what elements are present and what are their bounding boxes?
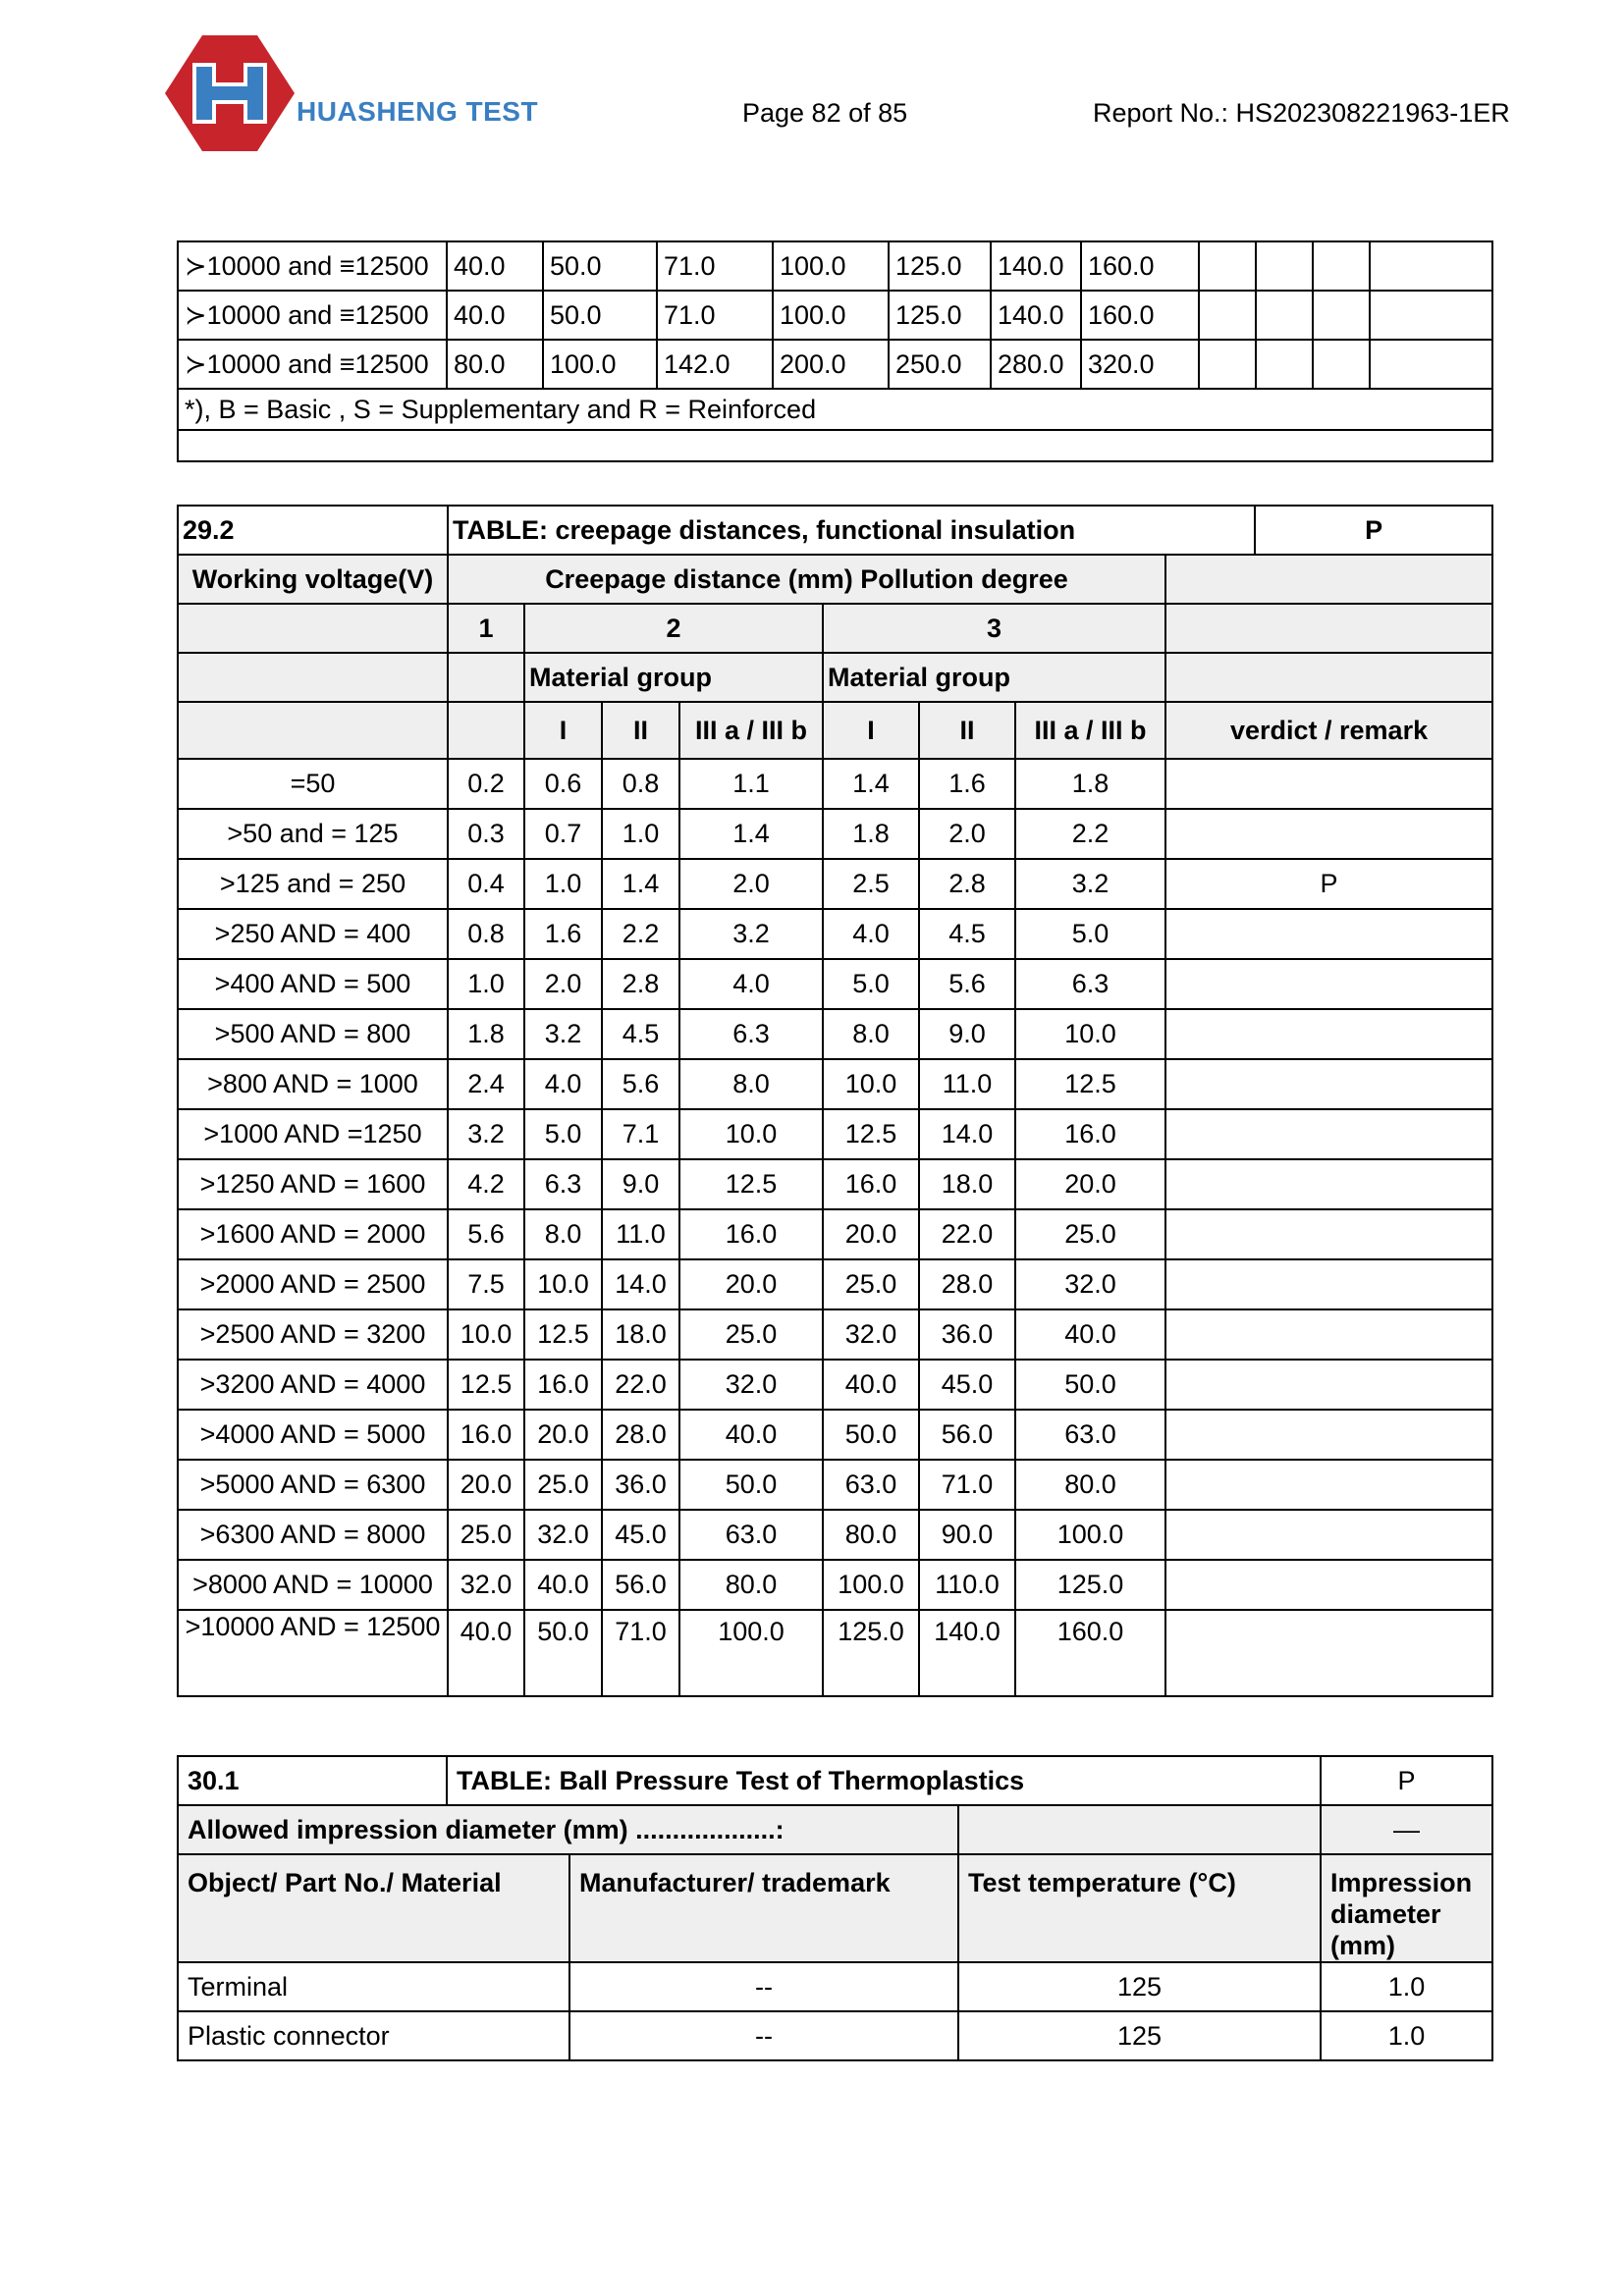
ball-table-verdict: P [1321,1756,1492,1805]
creepage-value-cell: 1.0 [448,959,524,1009]
working-voltage-cell: >6300 AND = 8000 [178,1510,448,1560]
creepage-value-cell: 5.6 [919,959,1015,1009]
creepage-value-cell: 0.7 [524,809,602,859]
mg3-I: I [823,702,919,759]
working-voltage-cell: >4000 AND = 5000 [178,1410,448,1460]
creepage-value-cell: 32.0 [1015,1259,1165,1309]
table-row [178,809,1492,859]
test-temperature-cell: 125 [958,1962,1321,2011]
value-cell: 320.0 [1081,340,1199,389]
col-creepage: Creepage distance (mm) Pollution degree [448,555,1165,604]
creepage-value-cell: 11.0 [602,1209,679,1259]
creepage-value-cell: 2.8 [602,959,679,1009]
creepage-value-cell: 2.0 [679,859,823,909]
working-voltage-cell: =50 [178,759,448,809]
creepage-table [177,505,1493,1697]
creepage-value-cell: 80.0 [823,1510,919,1560]
creepage-value-cell: 4.0 [823,909,919,959]
table-row [178,1510,1492,1560]
brand-name: HUASHENG TEST [297,96,539,127]
creepage-value-cell: 0.8 [448,909,524,959]
creepage-value-cell: 4.2 [448,1159,524,1209]
creepage-value-cell: 45.0 [602,1510,679,1560]
pd-2: 2 [524,604,823,653]
voltage-range-cell: ≻10000 and ≡12500 [178,241,447,291]
creepage-value-cell: 1.0 [524,859,602,909]
creepage-value-cell: 7.5 [448,1259,524,1309]
creepage-value-cell: 3.2 [524,1009,602,1059]
creepage-value-cell: 25.0 [823,1259,919,1309]
value-cell: 100.0 [773,241,889,291]
value-cell: 125.0 [889,241,991,291]
value-cell: 125.0 [889,291,991,340]
table-note-row [178,389,1492,430]
creepage-value-cell: 5.6 [602,1059,679,1109]
ball-pressure-table [177,1755,1493,2061]
test-temperature-cell: 125 [958,2011,1321,2060]
creepage-value-cell: 36.0 [919,1309,1015,1360]
pollution-degree-row [178,604,1492,653]
creepage-value-cell: 3.2 [448,1109,524,1159]
creepage-value-cell: 2.0 [524,959,602,1009]
creepage-value-cell: 20.0 [448,1460,524,1510]
creepage-value-cell: 71.0 [602,1610,679,1696]
creepage-value-cell: 8.0 [524,1209,602,1259]
creepage-value-cell: 80.0 [679,1560,823,1610]
value-cell: 250.0 [889,340,991,389]
creepage-value-cell: 40.0 [823,1360,919,1410]
manufacturer-cell: -- [569,2011,958,2060]
table-row [178,1410,1492,1460]
verdict-remark-cell [1165,1510,1492,1560]
creepage-header-row [178,555,1492,604]
creepage-value-cell: 25.0 [679,1309,823,1360]
creepage-value-cell: 63.0 [823,1460,919,1510]
working-voltage-cell: >1600 AND = 2000 [178,1209,448,1259]
creepage-value-cell: 10.0 [679,1109,823,1159]
creepage-value-cell: 16.0 [524,1360,602,1410]
value-cell: 50.0 [543,291,657,340]
ball-title-row [178,1756,1492,1805]
creepage-value-cell: 2.2 [602,909,679,959]
pd-1: 1 [448,604,524,653]
creepage-value-cell: 4.5 [602,1009,679,1059]
allowed-label: Allowed impression diameter (mm) ...................: [178,1805,958,1854]
working-voltage-cell: >400 AND = 500 [178,959,448,1009]
verdict-remark-cell [1165,1610,1492,1696]
value-cell: 71.0 [657,241,773,291]
creepage-value-cell: 12.5 [448,1360,524,1410]
continued-table [177,240,1493,462]
creepage-value-cell: 22.0 [919,1209,1015,1259]
creepage-value-cell: 100.0 [1015,1510,1165,1560]
table-row [178,291,1492,340]
verdict-remark-cell [1165,1209,1492,1259]
value-cell: 71.0 [657,291,773,340]
verdict-remark-cell [1165,1009,1492,1059]
creepage-value-cell: 40.0 [679,1410,823,1460]
value-cell: 200.0 [773,340,889,389]
creepage-value-cell: 50.0 [524,1610,602,1696]
verdict-remark-cell: P [1165,859,1492,909]
working-voltage-cell: >5000 AND = 6300 [178,1460,448,1510]
verdict-remark-cell [1165,1360,1492,1410]
creepage-value-cell: 32.0 [679,1360,823,1410]
table-row [178,340,1492,389]
creepage-value-cell: 5.6 [448,1209,524,1259]
col-manufacturer: Manufacturer/ trademark [569,1854,958,1962]
creepage-value-cell: 80.0 [1015,1460,1165,1510]
creepage-value-cell: 14.0 [602,1259,679,1309]
creepage-value-cell: 18.0 [919,1159,1015,1209]
creepage-value-cell: 3.2 [679,909,823,959]
creepage-value-cell: 10.0 [823,1059,919,1109]
creepage-value-cell: 12.5 [1015,1059,1165,1109]
value-cell: 142.0 [657,340,773,389]
col-test-temperature: Test temperature (°C) [958,1854,1321,1962]
working-voltage-cell: >500 AND = 800 [178,1009,448,1059]
creepage-value-cell: 2.8 [919,859,1015,909]
value-cell: 160.0 [1081,241,1199,291]
mg2-I: I [524,702,602,759]
creepage-value-cell: 40.0 [448,1610,524,1696]
mg3-III: III a / III b [1015,702,1165,759]
creepage-value-cell: 4.0 [524,1059,602,1109]
value-cell: 80.0 [447,340,543,389]
creepage-value-cell: 2.5 [823,859,919,909]
value-cell: 100.0 [773,291,889,340]
creepage-value-cell: 16.0 [823,1159,919,1209]
creepage-value-cell: 0.2 [448,759,524,809]
mg3-II: II [919,702,1015,759]
mg2-III: III a / III b [679,702,823,759]
verdict-remark-cell [1165,1460,1492,1510]
creepage-value-cell: 50.0 [1015,1360,1165,1410]
creepage-value-cell: 1.1 [679,759,823,809]
table-row [178,959,1492,1009]
creepage-value-cell: 5.0 [524,1109,602,1159]
material-group-3: Material group [823,653,1165,702]
table-note: *), B = Basic , S = Supplementary and R = Reinforced [178,389,1492,430]
table-row [178,1309,1492,1360]
value-cell: 100.0 [543,340,657,389]
creepage-value-cell: 1.4 [679,809,823,859]
creepage-value-cell: 7.1 [602,1109,679,1159]
creepage-value-cell: 63.0 [1015,1410,1165,1460]
table-row [178,1059,1492,1109]
creepage-value-cell: 16.0 [448,1410,524,1460]
creepage-value-cell: 9.0 [919,1009,1015,1059]
creepage-value-cell: 1.4 [602,859,679,909]
object-cell: Plastic connector [178,2011,569,2060]
material-group-2: Material group [524,653,823,702]
table-row [178,1610,1492,1696]
col-working-voltage: Working voltage(V) [178,555,448,604]
creepage-value-cell: 1.4 [823,759,919,809]
creepage-value-cell: 32.0 [448,1560,524,1610]
creepage-value-cell: 0.6 [524,759,602,809]
creepage-value-cell: 25.0 [524,1460,602,1510]
creepage-value-cell: 28.0 [602,1410,679,1460]
creepage-value-cell: 16.0 [679,1209,823,1259]
creepage-value-cell: 16.0 [1015,1109,1165,1159]
working-voltage-cell: >1000 AND =1250 [178,1109,448,1159]
creepage-value-cell: 18.0 [602,1309,679,1360]
verdict-remark-cell [1165,759,1492,809]
report-number: Report No.: HS202308221963-1ER [1093,98,1510,128]
creepage-value-cell: 6.3 [524,1159,602,1209]
creepage-value-cell: 1.8 [1015,759,1165,809]
table-row [178,859,1492,909]
ball-clause-number: 30.1 [178,1756,447,1805]
creepage-value-cell: 100.0 [679,1610,823,1696]
working-voltage-cell: >3200 AND = 4000 [178,1360,448,1410]
creepage-value-cell: 63.0 [679,1510,823,1560]
value-cell: 40.0 [447,241,543,291]
verdict-remark-header: verdict / remark [1165,702,1492,759]
allowed-row [178,1805,1492,1854]
creepage-value-cell: 56.0 [602,1560,679,1610]
creepage-value-cell: 1.0 [602,809,679,859]
col-object: Object/ Part No./ Material [178,1854,569,1962]
value-cell: 140.0 [991,241,1081,291]
value-cell: 160.0 [1081,291,1199,340]
working-voltage-cell: >125 and = 250 [178,859,448,909]
creepage-value-cell: 100.0 [823,1560,919,1610]
creepage-title-row [178,506,1492,555]
creepage-value-cell: 0.4 [448,859,524,909]
creepage-value-cell: 9.0 [602,1159,679,1209]
verdict-remark-cell [1165,959,1492,1009]
verdict-remark-cell [1165,1309,1492,1360]
value-cell: 50.0 [543,241,657,291]
value-cell: 140.0 [991,291,1081,340]
creepage-value-cell: 2.0 [919,809,1015,859]
value-cell: 40.0 [447,291,543,340]
creepage-value-cell: 12.5 [823,1109,919,1159]
creepage-value-cell: 0.8 [602,759,679,809]
table-row [178,1209,1492,1259]
creepage-value-cell: 3.2 [1015,859,1165,909]
creepage-value-cell: 32.0 [524,1510,602,1560]
working-voltage-cell: >10000 AND = 12500 [178,1610,448,1696]
creepage-value-cell: 160.0 [1015,1610,1165,1696]
creepage-value-cell: 110.0 [919,1560,1015,1610]
creepage-value-cell: 4.0 [679,959,823,1009]
creepage-value-cell: 125.0 [823,1610,919,1696]
creepage-value-cell: 6.3 [1015,959,1165,1009]
working-voltage-cell: >250 AND = 400 [178,909,448,959]
manufacturer-cell: -- [569,1962,958,2011]
creepage-value-cell: 1.6 [919,759,1015,809]
blank-row [178,430,1492,461]
creepage-value-cell: 36.0 [602,1460,679,1510]
creepage-value-cell: 5.0 [1015,909,1165,959]
creepage-value-cell: 8.0 [679,1059,823,1109]
working-voltage-cell: >1250 AND = 1600 [178,1159,448,1209]
voltage-range-cell: ≻10000 and ≡12500 [178,291,447,340]
creepage-value-cell: 20.0 [823,1209,919,1259]
mg2-II: II [602,702,679,759]
creepage-value-cell: 2.2 [1015,809,1165,859]
creepage-value-cell: 28.0 [919,1259,1015,1309]
table-verdict: P [1255,506,1492,555]
creepage-value-cell: 90.0 [919,1510,1015,1560]
verdict-remark-cell [1165,1410,1492,1460]
material-subgroup-row [178,702,1492,759]
creepage-value-cell: 20.0 [1015,1159,1165,1209]
ball-table-title: TABLE: Ball Pressure Test of Thermoplastics [447,1756,1321,1805]
verdict-remark-cell [1165,1560,1492,1610]
table-row [178,1259,1492,1309]
value-cell: 280.0 [991,340,1081,389]
creepage-value-cell: 125.0 [1015,1560,1165,1610]
creepage-value-cell: 22.0 [602,1360,679,1410]
creepage-value-cell: 45.0 [919,1360,1015,1410]
page-number: Page 82 of 85 [742,98,908,128]
table-row [178,1109,1492,1159]
creepage-value-cell: 71.0 [919,1460,1015,1510]
creepage-value-cell: 10.0 [448,1309,524,1360]
voltage-range-cell: ≻10000 and ≡12500 [178,340,447,389]
creepage-value-cell: 12.5 [679,1159,823,1209]
verdict-remark-cell [1165,1259,1492,1309]
page-header [0,0,1624,167]
verdict-remark-cell [1165,1109,1492,1159]
verdict-remark-cell [1165,1059,1492,1109]
creepage-value-cell: 20.0 [524,1410,602,1460]
creepage-value-cell: 11.0 [919,1059,1015,1109]
creepage-value-cell: 40.0 [524,1560,602,1610]
creepage-value-cell: 140.0 [919,1610,1015,1696]
pd-3: 3 [823,604,1165,653]
creepage-value-cell: 0.3 [448,809,524,859]
creepage-value-cell: 14.0 [919,1109,1015,1159]
table-title: TABLE: creepage distances, functional insulation [448,506,1255,555]
creepage-value-cell: 1.8 [448,1009,524,1059]
creepage-value-cell: 4.5 [919,909,1015,959]
table-row [178,1360,1492,1410]
clause-number: 29.2 [178,506,448,555]
creepage-value-cell: 40.0 [1015,1309,1165,1360]
creepage-value-cell: 6.3 [679,1009,823,1059]
creepage-value-cell: 8.0 [823,1009,919,1059]
ball-header-row [178,1854,1492,1962]
creepage-value-cell: 10.0 [524,1259,602,1309]
table-row [178,1962,1492,2011]
working-voltage-cell: >800 AND = 1000 [178,1059,448,1109]
verdict-remark-cell [1165,809,1492,859]
allowed-verdict: — [1321,1805,1492,1854]
creepage-value-cell: 1.8 [823,809,919,859]
table-row [178,909,1492,959]
working-voltage-cell: >2000 AND = 2500 [178,1259,448,1309]
creepage-value-cell: 56.0 [919,1410,1015,1460]
creepage-value-cell: 20.0 [679,1259,823,1309]
creepage-value-cell: 1.6 [524,909,602,959]
creepage-value-cell: 10.0 [1015,1009,1165,1059]
table-row [178,759,1492,809]
creepage-value-cell: 25.0 [1015,1209,1165,1259]
material-group-row [178,653,1492,702]
impression-cell: 1.0 [1321,1962,1492,2011]
creepage-value-cell: 5.0 [823,959,919,1009]
verdict-remark-cell [1165,909,1492,959]
table-row [178,1560,1492,1610]
table-row [178,2011,1492,2060]
verdict-remark-cell [1165,1159,1492,1209]
creepage-value-cell: 12.5 [524,1309,602,1360]
working-voltage-cell: >50 and = 125 [178,809,448,859]
creepage-value-cell: 50.0 [679,1460,823,1510]
working-voltage-cell: >8000 AND = 10000 [178,1560,448,1610]
working-voltage-cell: >2500 AND = 3200 [178,1309,448,1360]
creepage-value-cell: 25.0 [448,1510,524,1560]
impression-cell: 1.0 [1321,2011,1492,2060]
creepage-value-cell: 2.4 [448,1059,524,1109]
huasheng-logo-icon [165,35,295,151]
table-row [178,1460,1492,1510]
col-impression: Impression diameter (mm) [1321,1854,1492,1962]
creepage-value-cell: 32.0 [823,1309,919,1360]
object-cell: Terminal [178,1962,569,2011]
table-row [178,241,1492,291]
table-row [178,1159,1492,1209]
creepage-value-cell: 50.0 [823,1410,919,1460]
table-row [178,1009,1492,1059]
